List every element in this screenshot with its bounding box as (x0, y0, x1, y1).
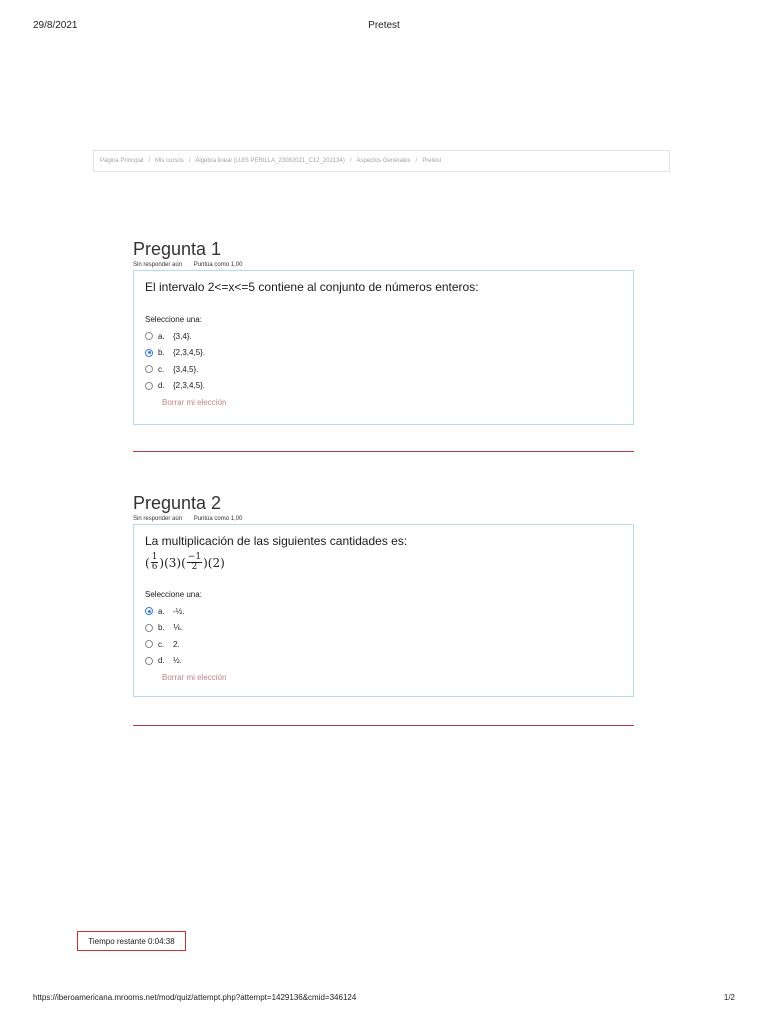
option-letter: a. (158, 606, 165, 616)
option-letter: b. (158, 623, 165, 633)
question-1 (133, 239, 634, 425)
print-title: Pretest (368, 20, 400, 31)
breadcrumb-separator: / (188, 158, 191, 164)
radio-button[interactable] (145, 640, 153, 648)
clear-choice-link[interactable]: Borrar mi elección (162, 673, 227, 682)
question-title: Pregunta 1 (133, 239, 222, 259)
option-letter: d. (158, 381, 165, 391)
answer-option-a[interactable] (145, 328, 622, 345)
question-score: Puntúa como 1,00 (193, 516, 243, 522)
radio-button[interactable] (145, 382, 153, 390)
print-footer-url: https://iberoamericana.mrooms.net/mod/quiz/attempt.php?attempt=1429136&cmid=346124 (33, 993, 357, 1002)
option-value: ⅙. (173, 623, 183, 633)
breadcrumb (93, 150, 670, 172)
option-letter: b. (158, 348, 165, 358)
breadcrumb-current: Pretest (422, 158, 442, 164)
question-status: Sin responder aún (133, 516, 183, 522)
radio-button-selected[interactable] (145, 607, 153, 615)
answer-option-a[interactable] (145, 603, 622, 620)
math-middle-term: (3) (164, 555, 182, 570)
question-status: Sin responder aún (133, 262, 183, 268)
breadcrumb-separator: / (148, 158, 151, 164)
time-remaining-timer: Tiempo restante 0:04:38 (77, 931, 186, 951)
question-info (133, 516, 634, 522)
fraction-denominator: 2 (191, 562, 198, 572)
select-one-prompt: Seleccione una: (145, 315, 202, 324)
option-value: {2,3,4,5}. (173, 348, 206, 358)
question-content-box (133, 524, 634, 697)
select-one-prompt: Seleccione una: (145, 590, 202, 599)
option-letter: a. (158, 331, 165, 341)
question-text: La multiplicación de las siguientes cantidades es: (145, 534, 408, 548)
radio-button-selected[interactable] (145, 349, 153, 357)
breadcrumb-separator: / (349, 158, 352, 164)
question-title: Pregunta 2 (133, 493, 222, 513)
question-divider (133, 451, 634, 452)
option-value: {3,4,5}. (173, 364, 199, 374)
answer-option-d[interactable] (145, 378, 622, 395)
option-value: -½. (173, 606, 185, 616)
option-value: 2. (173, 639, 180, 649)
print-footer-page-number: 1/2 (723, 993, 735, 1002)
breadcrumb-separator: / (415, 158, 418, 164)
question-2 (133, 493, 634, 697)
fraction-denominator: 6 (151, 562, 158, 572)
option-value: ½. (173, 656, 182, 666)
answer-option-c[interactable] (145, 361, 622, 378)
answer-options (145, 603, 622, 669)
fraction-numerator: −1 (187, 552, 202, 562)
breadcrumb-home[interactable]: Página Principal (100, 158, 144, 164)
radio-button[interactable] (145, 624, 153, 632)
question-score: Puntúa como 1,00 (193, 262, 243, 268)
clear-choice-link[interactable]: Borrar mi elección (162, 398, 227, 407)
paren-close: ) (203, 555, 208, 570)
paren-open: ( (145, 555, 150, 570)
breadcrumb-course[interactable]: Álgebra lineal (LUIS PERILLA_23082021_C12_202134) (195, 158, 345, 164)
option-value: {2,3,4,5}. (173, 381, 206, 391)
fraction-1 (151, 553, 159, 572)
paren-open: ( (181, 555, 186, 570)
answer-options (145, 328, 622, 394)
paren-close: ) (159, 555, 165, 570)
answer-option-b[interactable] (145, 345, 622, 362)
radio-button[interactable] (145, 365, 153, 373)
breadcrumb-my-courses[interactable]: Mis cursos (155, 158, 184, 164)
question-divider (133, 725, 634, 726)
question-content-box (133, 270, 634, 425)
radio-button[interactable] (145, 332, 153, 340)
fraction-2 (187, 553, 202, 572)
question-text: El intervalo 2<=x<=5 contiene al conjunto de números enteros: (145, 280, 479, 294)
answer-option-b[interactable] (145, 620, 622, 637)
option-letter: d. (158, 656, 165, 666)
print-date: 29/8/2021 (33, 20, 78, 31)
option-letter: c. (158, 639, 165, 649)
option-value: {3,4}. (173, 331, 192, 341)
math-expression (145, 553, 622, 572)
answer-option-d[interactable] (145, 653, 622, 670)
answer-option-c[interactable] (145, 636, 622, 653)
radio-button[interactable] (145, 657, 153, 665)
math-tail-term: (2) (207, 555, 225, 570)
question-info (133, 262, 634, 268)
fraction-numerator: 1 (151, 552, 158, 562)
breadcrumb-section[interactable]: Aspectos Generales (356, 158, 411, 164)
option-letter: c. (158, 364, 165, 374)
